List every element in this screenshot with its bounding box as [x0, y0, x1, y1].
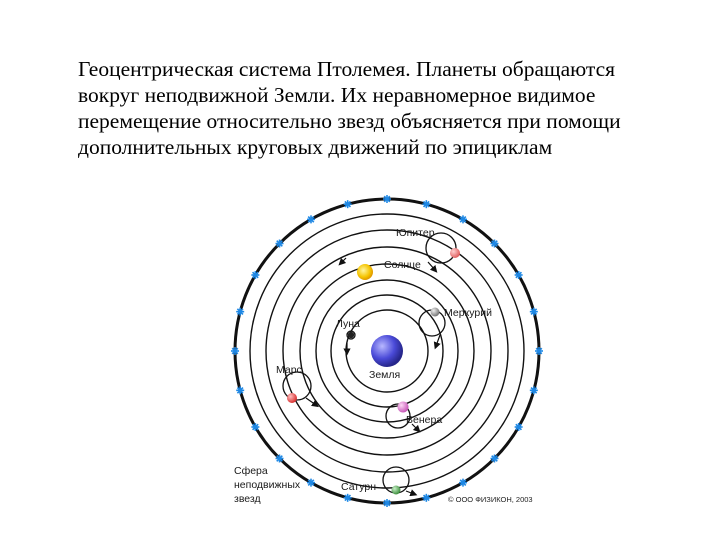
star [490, 240, 498, 248]
copyright: © ООО ФИЗИКОН, 2003 [448, 495, 533, 504]
star [530, 386, 538, 394]
mars-label: Марс [276, 364, 302, 376]
caption-line-1: Геоцентрическая система Птолемея. Планеты обращаются [78, 57, 615, 81]
mars [287, 393, 297, 403]
star [231, 347, 239, 355]
star [422, 494, 430, 502]
star [383, 195, 391, 203]
star [422, 200, 430, 208]
sphere-label-line-3: звезд [234, 493, 261, 505]
arrow-sun [341, 258, 346, 263]
sphere-label-line-1: Сфера [234, 465, 268, 477]
saturn [392, 486, 401, 495]
jupiter [450, 248, 460, 258]
star [236, 386, 244, 394]
mercury [431, 308, 440, 317]
venus-label: Венера [406, 414, 443, 426]
sun [357, 264, 373, 280]
moon-label: Луна [336, 318, 360, 330]
venus [398, 402, 409, 413]
star [459, 215, 467, 223]
star [236, 308, 244, 316]
star [530, 308, 538, 316]
earth-label: Земля [369, 369, 401, 381]
sphere-label-line-2: неподвижных [234, 479, 301, 491]
earth [371, 335, 403, 367]
jupiter-label: Юпитер [396, 227, 435, 239]
star [515, 423, 523, 431]
star [383, 499, 391, 507]
star [276, 240, 284, 248]
caption-line-4: дополнительных круговых движений по эпициклам [78, 135, 553, 159]
star [515, 271, 523, 279]
saturn-label: Сатурн [341, 481, 377, 493]
star [344, 200, 352, 208]
caption-line-3: перемещение относительно звезд объясняется при помощи [78, 109, 621, 133]
caption-line-2: вокруг неподвижной Земли. Их неравномерное видимое [78, 83, 596, 107]
star [307, 215, 315, 223]
mercury-label: Меркурий [444, 307, 492, 319]
star [344, 494, 352, 502]
star [459, 479, 467, 487]
arrow-saturn [406, 491, 414, 494]
sun-label: Солнце [384, 259, 421, 271]
star [251, 423, 259, 431]
arrow-jupiter [428, 262, 435, 270]
star [251, 271, 259, 279]
star [535, 347, 543, 355]
arrow-mercury [436, 335, 440, 346]
star [490, 454, 498, 462]
star [276, 454, 284, 462]
moon [348, 332, 354, 338]
star [307, 479, 315, 487]
